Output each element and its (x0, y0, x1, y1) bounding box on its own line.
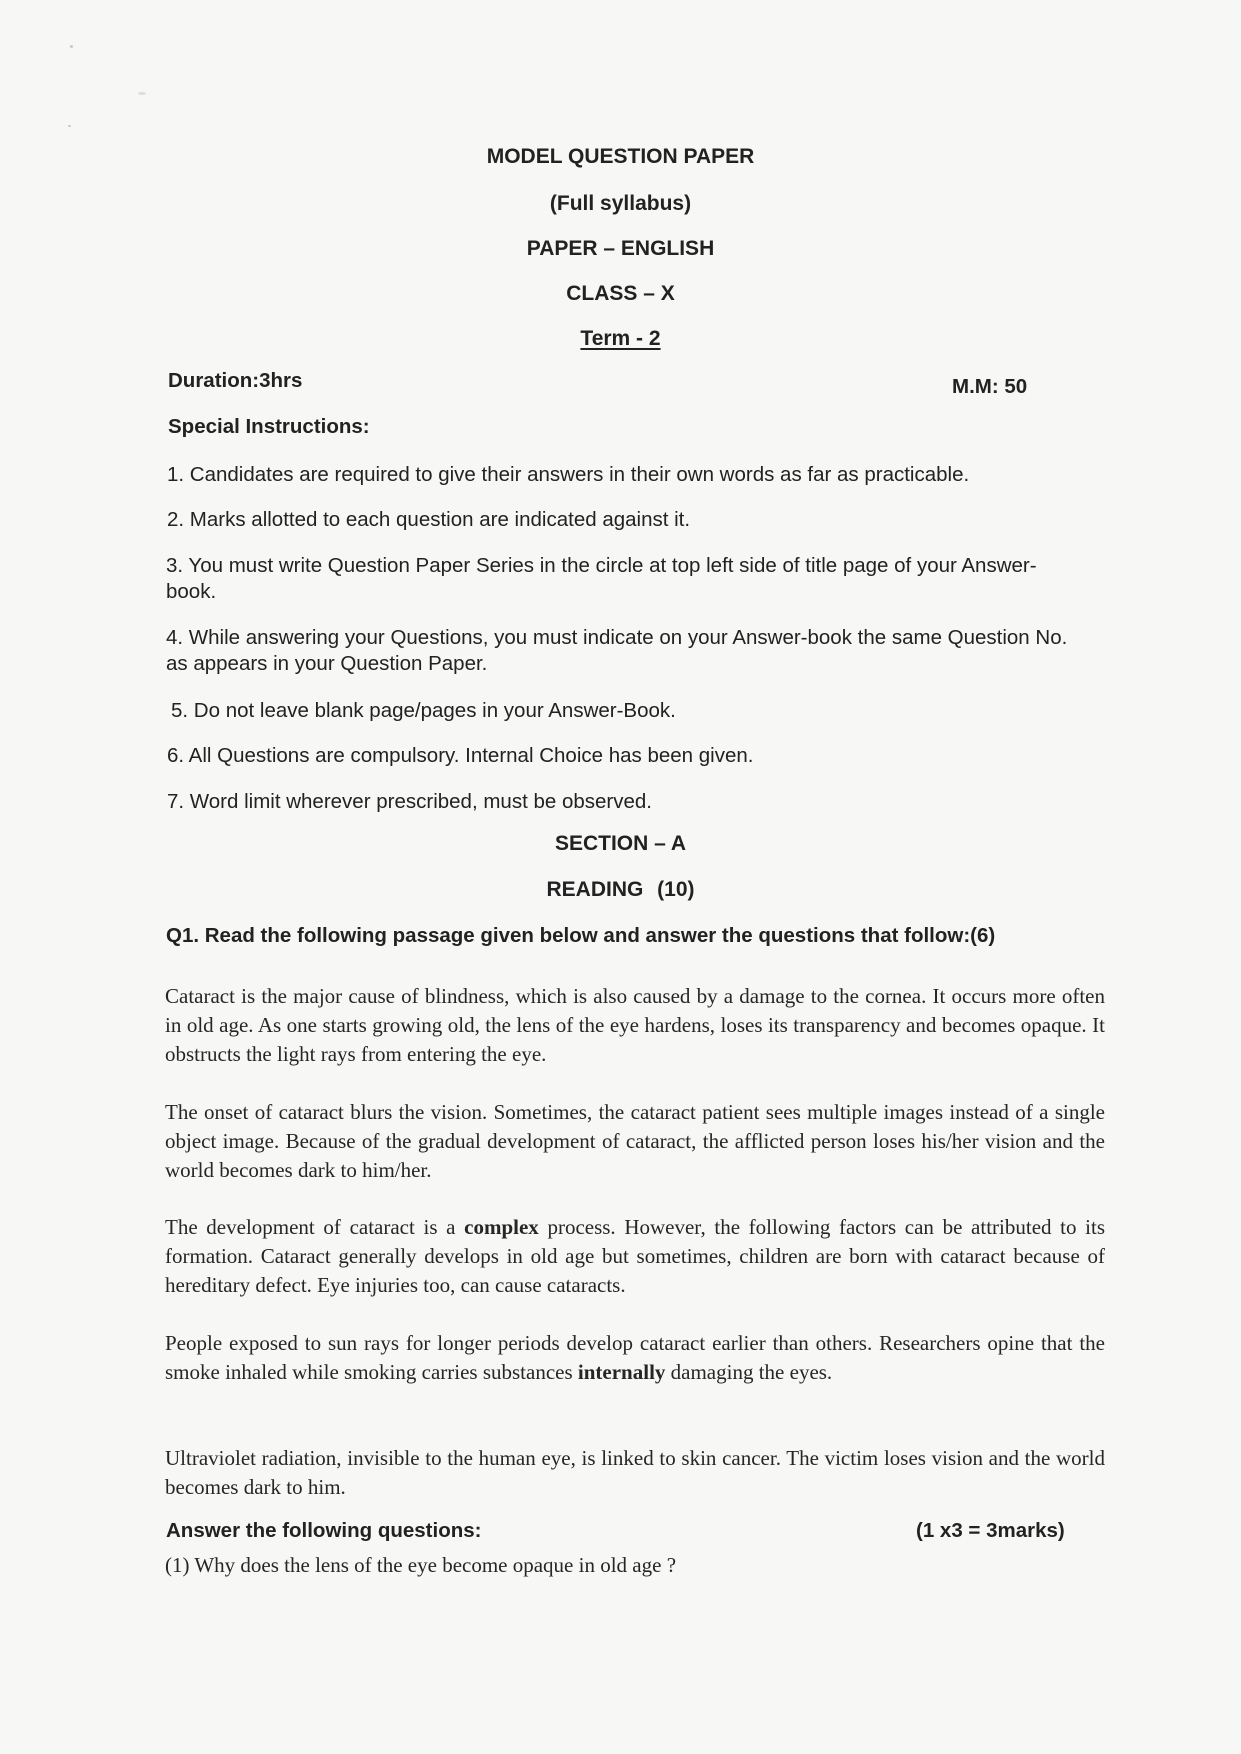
paper-class: CLASS – X (566, 282, 675, 305)
section-subtitle: READING (10) (546, 878, 695, 901)
question-1-prompt: Q1. Read the following passage given below and answer the questions that follow:(6) (166, 924, 996, 947)
passage-text: damaging the eyes. (665, 1360, 833, 1384)
answer-marks: (1 x3 = 3marks) (916, 1519, 1065, 1542)
passage-text: process. However, the following factors can be attributed to its formation. Cataract generally develops in old age but sometimes, children are born with cataract because of hereditary defect. Eye injuries too, can cause cataracts. (165, 1215, 1106, 1297)
instruction-item: 7. Word limit wherever prescribed, must be observed. (167, 790, 652, 813)
passage-paragraph-1: Cataract is the major cause of blindness, which is also caused by a damage to the cornea. It occurs more often in old age. As one starts growing old, the lens of the eye hardens, loses its transparency and becomes opaque. It obstructs the light rays from entering the eye. (165, 984, 1105, 1066)
section-title: SECTION – A (554, 832, 687, 855)
passage-paragraph-5: Ultraviolet radiation, invisible to the human eye, is linked to skin cancer. The victim loses vision and the world becomes dark to him. (165, 1446, 1105, 1499)
passage-paragraph-4 (165, 1329, 1105, 1387)
passage-paragraph-2: The onset of cataract blurs the vision. Sometimes, the cataract patient sees multiple images instead of a single object image. Because of the gradual development of cataract, the afflicted person loses his/her vision and the world becomes dark to him/her. (165, 1100, 1105, 1182)
passage-bold-word: internally (577, 1360, 666, 1384)
max-marks: M.M: 50 (952, 375, 1028, 398)
instruction-item: 5. Do not leave blank page/pages in your Answer-Book. (171, 699, 676, 722)
passage-text: People exposed to sun rays for longer periods develop cataract earlier than others. Researchers opine that the smoke inhaled while smoking carries substances (165, 1331, 1105, 1384)
paper-subtitle: (Full syllabus) (549, 192, 692, 215)
scan-speck (70, 45, 73, 48)
paper-subject: PAPER – ENGLISH (526, 237, 715, 260)
answer-heading: Answer the following questions: (166, 1519, 482, 1542)
passage-paragraph-3 (165, 1213, 1105, 1300)
passage-bold-word: complex (464, 1215, 539, 1239)
scan-speck (138, 92, 146, 95)
instructions-heading: Special Instructions: (168, 415, 370, 438)
paper-term-wrap (0, 327, 1241, 351)
paper-title: MODEL QUESTION PAPER (486, 145, 755, 168)
instruction-item: 2. Marks allotted to each question are indicated against it. (167, 508, 691, 531)
instruction-item: 4. While answering your Questions, you must indicate on your Answer-book the same Question No. as appears in your Question Paper. (166, 626, 1068, 675)
scan-speck (68, 125, 71, 127)
instruction-item: 6. All Questions are compulsory. Internal Choice has been given. (167, 744, 754, 767)
sub-question-1: (1) Why does the lens of the eye become opaque in old age ? (165, 1553, 677, 1577)
paper-term: Term - 2 (580, 327, 661, 350)
passage-text: The development of cataract is a (165, 1215, 465, 1239)
duration: Duration:3hrs (168, 369, 303, 392)
instruction-item: 3. You must write Question Paper Series in the circle at top left side of title page of your Answer-book. (166, 554, 1037, 603)
instruction-item: 1. Candidates are required to give their answers in their own words as far as practicable. (167, 463, 970, 486)
